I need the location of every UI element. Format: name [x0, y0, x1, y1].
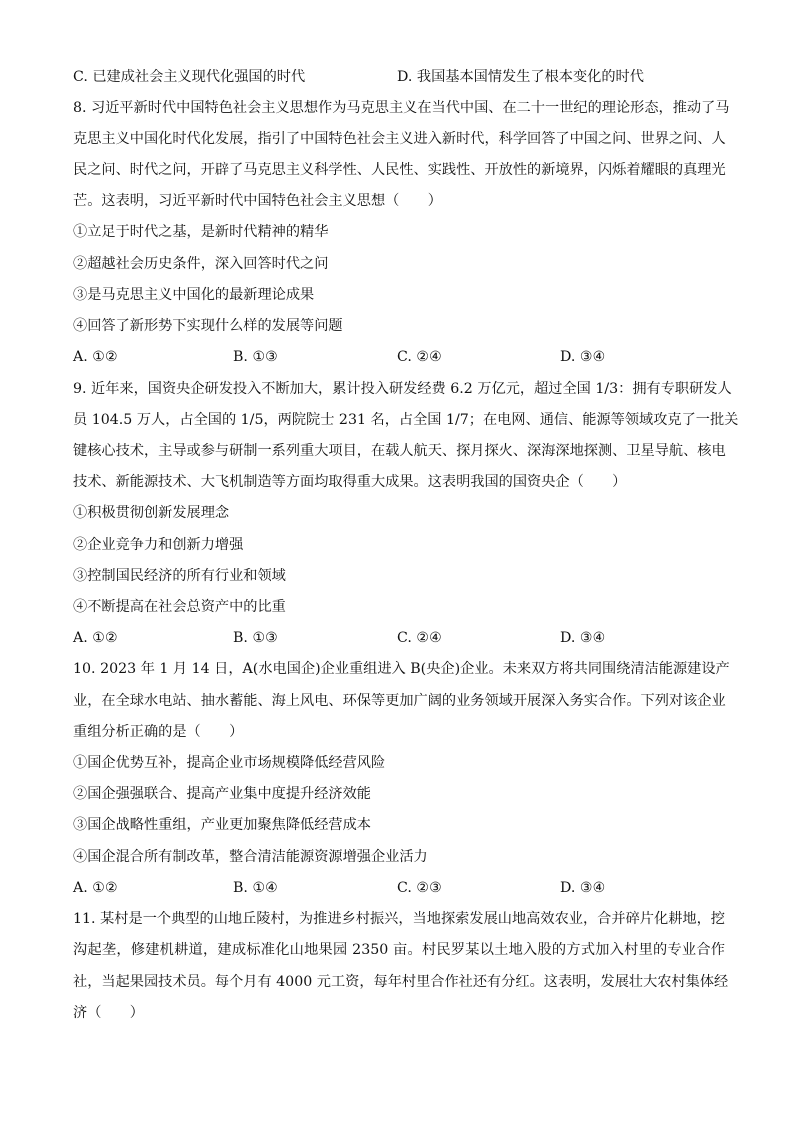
statement-1: ①积极贯彻创新发展理念 — [73, 505, 230, 521]
statement-4: ④回答了新形势下实现什么样的发展等问题 — [73, 318, 343, 334]
question-text-line: 芒。这表明，习近平新时代中国特色社会主义思想（ ） — [73, 193, 442, 209]
option-b: B. ①④ — [233, 880, 278, 896]
question-text-line: 克思主义中国化时代化发展，指引了中国特色社会主义进入新时代，科学回答了中国之问、世界之问、人 — [73, 131, 726, 147]
option-b: B. ①③ — [233, 349, 278, 365]
option-a: A. ①② — [73, 349, 118, 365]
statement-1: ①立足于时代之基，是新时代精神的精华 — [73, 224, 329, 240]
option-a: A. ①② — [73, 880, 118, 896]
statement-1: ①国企优势互补，提高企业市场规模降低经营风险 — [73, 755, 386, 771]
statement-4: ④国企混合所有制改革，整合清洁能源资源增强企业活力 — [73, 849, 428, 865]
option-c: C. ②④ — [397, 630, 442, 646]
option-c: C. ②③ — [397, 880, 442, 896]
statement-3: ③控制国民经济的所有行业和领域 — [73, 568, 286, 584]
question-text-line: 技术、新能源技术、大飞机制造等方面均取得重大成果。这表明我国的国资央企（ ） — [73, 474, 627, 490]
option-c: C. 已建成社会主义现代化强国的时代 — [73, 69, 306, 85]
question-text-line: 济（ ） — [73, 1005, 144, 1021]
statement-2: ②企业竞争力和创新力增强 — [73, 537, 244, 553]
option-a: A. ①② — [73, 630, 118, 646]
question-text-line: 键核心技术，主导或参与研制一系列重大项目，在载人航天、探月探火、深海深地探测、卫星导航、核电 — [73, 443, 726, 459]
statement-3: ③是马克思主义中国化的最新理论成果 — [73, 287, 315, 303]
question-text-line: 11. 某村是一个典型的山地丘陵村，为推进乡村振兴，当地探索发展山地高效农业，合并碎片化耕地，挖 — [73, 911, 725, 927]
question-text-line: 沟起垄，修建机耕道，建成标准化山地果园 2350 亩。村民罗某以土地入股的方式加入村里的专业合作 — [73, 942, 725, 958]
question-text-line: 员 104.5 万人，占全国的 1/5，两院院士 231 名，占全国 1/7；在电网、通信、能源等领域攻克了一批关 — [73, 412, 739, 428]
option-b: B. ①③ — [233, 630, 278, 646]
question-text-line: 重组分析正确的是（ ） — [73, 724, 244, 740]
statement-4: ④不断提高在社会总资产中的比重 — [73, 599, 286, 615]
option-d: D. ③④ — [560, 630, 606, 646]
question-text-line: 9. 近年来，国资央企研发投入不断加大，累计投入研发经费 6.2 万亿元，超过全国 1/3：拥有专职研发人 — [73, 381, 732, 397]
option-d: D. ③④ — [560, 349, 606, 365]
statement-2: ②国企强强联合、提高产业集中度提升经济效能 — [73, 786, 371, 802]
option-d: D. ③④ — [560, 880, 606, 896]
question-text-line: 民之问、时代之问，开辟了马克思主义科学性、人民性、实践性、开放性的新境界，闪烁着耀眼的真理光 — [73, 162, 726, 178]
question-text-line: 8. 习近平新时代中国特色社会主义思想作为马克思主义在当代中国、在二十一世纪的理论形态，推动了马 — [73, 100, 730, 116]
statement-2: ②超越社会历史条件，深入回答时代之问 — [73, 256, 329, 272]
statement-3: ③国企战略性重组，产业更加聚焦降低经营成本 — [73, 817, 371, 833]
option-d: D. 我国基本国情发生了根本变化的时代 — [397, 69, 644, 85]
option-c: C. ②④ — [397, 349, 442, 365]
question-text-line: 业，在全球水电站、抽水蓄能、海上风电、环保等更加广阔的业务领域开展深入务实合作。下列对该企业 — [73, 693, 726, 709]
question-text-line: 10. 2023 年 1 月 14 日，A(水电国企)企业重组进入 B(央企)企业。未来双方将共同围绕清洁能源建设产 — [73, 661, 730, 677]
question-text-line: 社，当起果园技术员。每个月有 4000 元工资，每年村里合作社还有分红。这表明，发展壮大农村集体经 — [73, 974, 729, 990]
